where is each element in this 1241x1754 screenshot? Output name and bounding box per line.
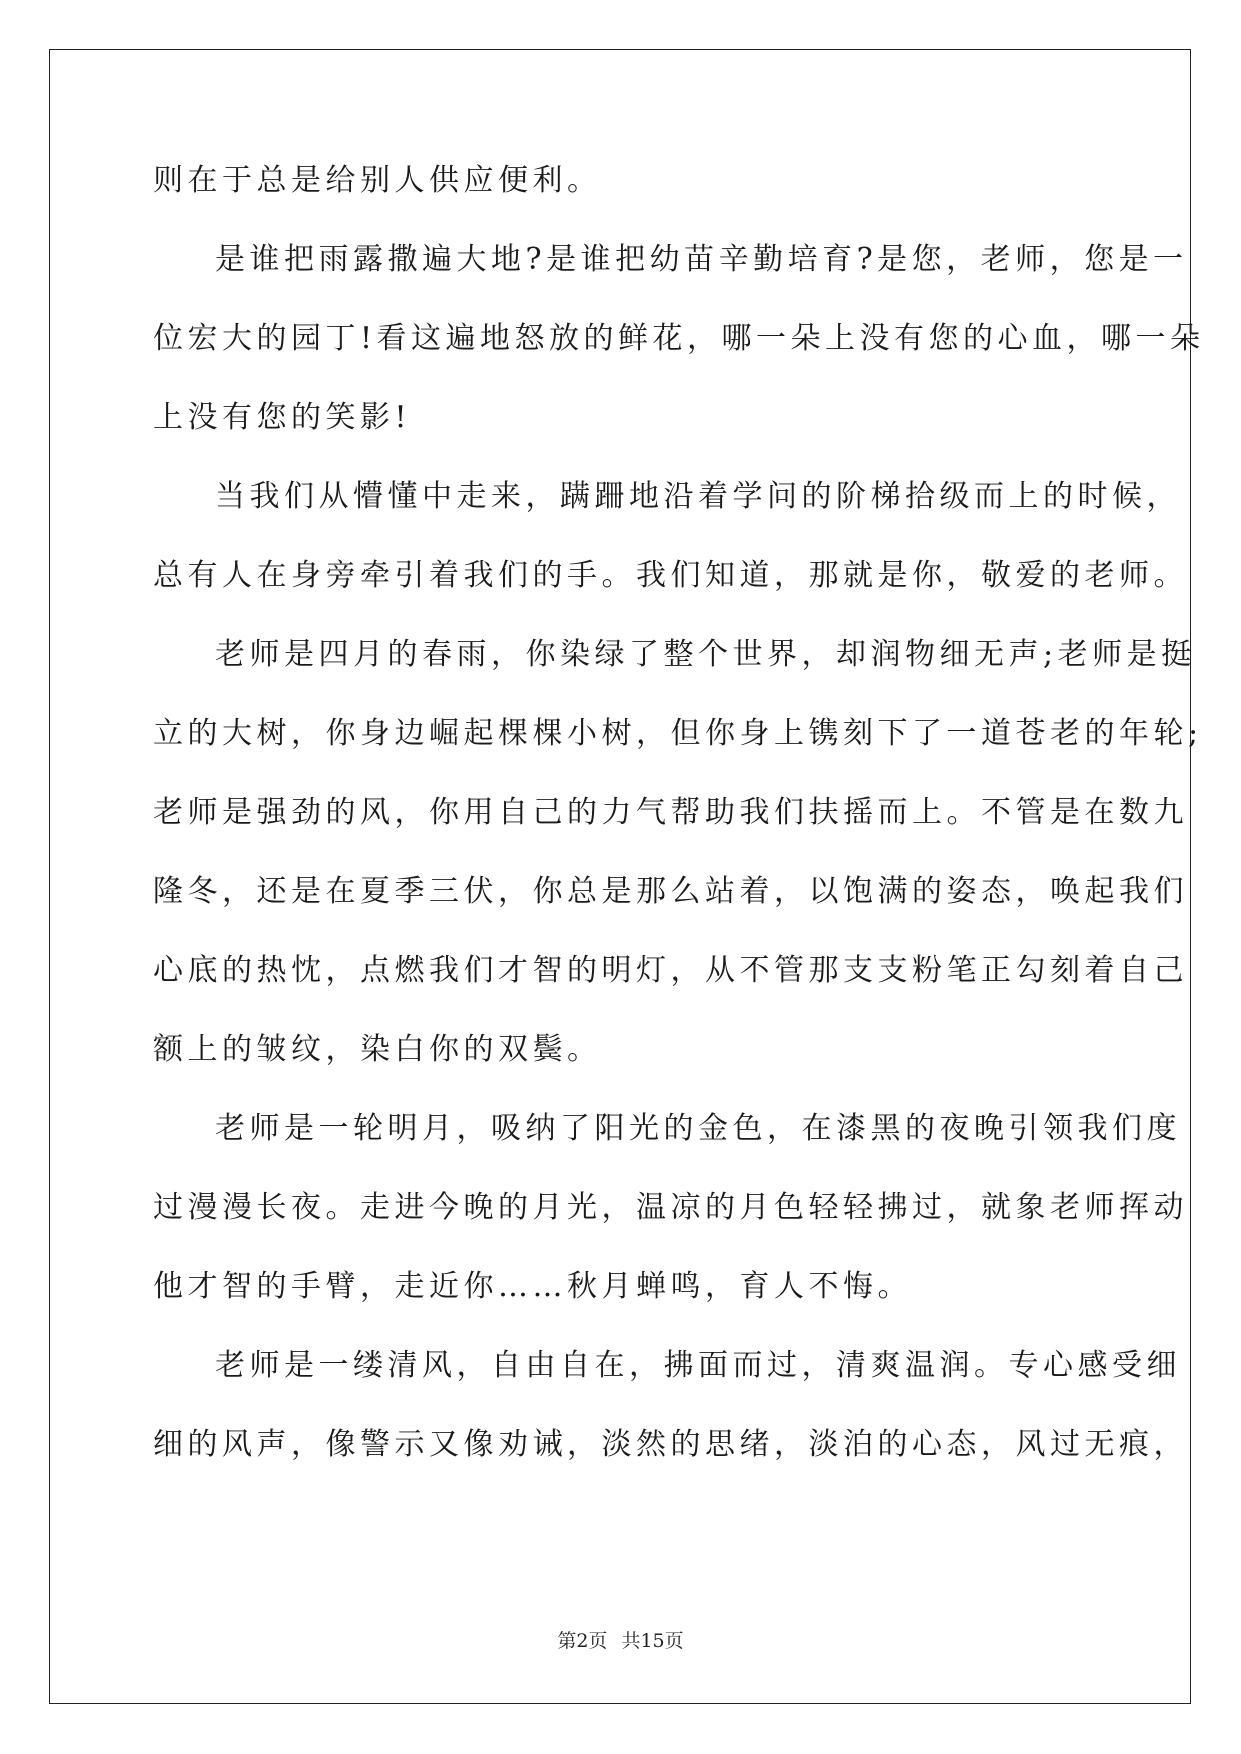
text-line: 心底的热忱，点燃我们才智的明灯，从不管那支支粉笔正勾刻着自己 [153, 953, 1188, 988]
text-line: 老师是强劲的风，你用自己的力气帮助我们扶摇而上。不管是在数九 [153, 795, 1188, 830]
paragraph-first-line: 老师是四月的春雨，你染绿了整个世界，却润物细无声;老师是挺 [215, 637, 1196, 672]
text-line: 立的大树，你身边崛起棵棵小树，但你身上镌刻下了一道苍老的年轮; [153, 716, 1203, 751]
paragraph-first-line: 老师是一缕清风，自由自在，拂面而过，清爽温润。专心感受细 [215, 1348, 1181, 1383]
page-total: 共15页 [621, 1630, 684, 1652]
paragraph-first-line: 是谁把雨露撒遍大地?是谁把幼苗辛勤培育?是您，老师，您是一 [215, 242, 1188, 277]
text-line: 隆冬，还是在夏季三伏，你总是那么站着，以饱满的姿态，唤起我们 [153, 874, 1188, 909]
page-footer [0, 1626, 1241, 1653]
text-line: 则在于总是给别人供应便利。 [153, 163, 602, 198]
page-number: 第2页 [557, 1630, 608, 1652]
text-line: 过漫漫长夜。走进今晚的月光，温凉的月色轻轻拂过，就象老师挥动 [153, 1190, 1188, 1225]
text-line: 总有人在身旁牵引着我们的手。我们知道，那就是你，敬爱的老师。 [153, 558, 1188, 593]
text-line: 额上的皱纹，染白你的双鬓。 [153, 1032, 602, 1067]
paragraph-first-line: 当我们从懵懂中走来，蹒跚地沿着学问的阶梯拾级而上的时候， [215, 479, 1181, 514]
paragraph-first-line: 老师是一轮明月，吸纳了阳光的金色，在漆黑的夜晚引领我们度 [215, 1111, 1181, 1146]
text-line: 位宏大的园丁!看这遍地怒放的鲜花，哪一朵上没有您的心血，哪一朵 [153, 321, 1205, 356]
text-line: 他才智的手臂，走近你……秋月蝉鸣，育人不悔。 [153, 1269, 912, 1304]
text-line: 细的风声，像警示又像劝诫，淡然的思绪，淡泊的心态，风过无痕， [153, 1427, 1188, 1462]
text-line: 上没有您的笑影! [153, 400, 412, 435]
